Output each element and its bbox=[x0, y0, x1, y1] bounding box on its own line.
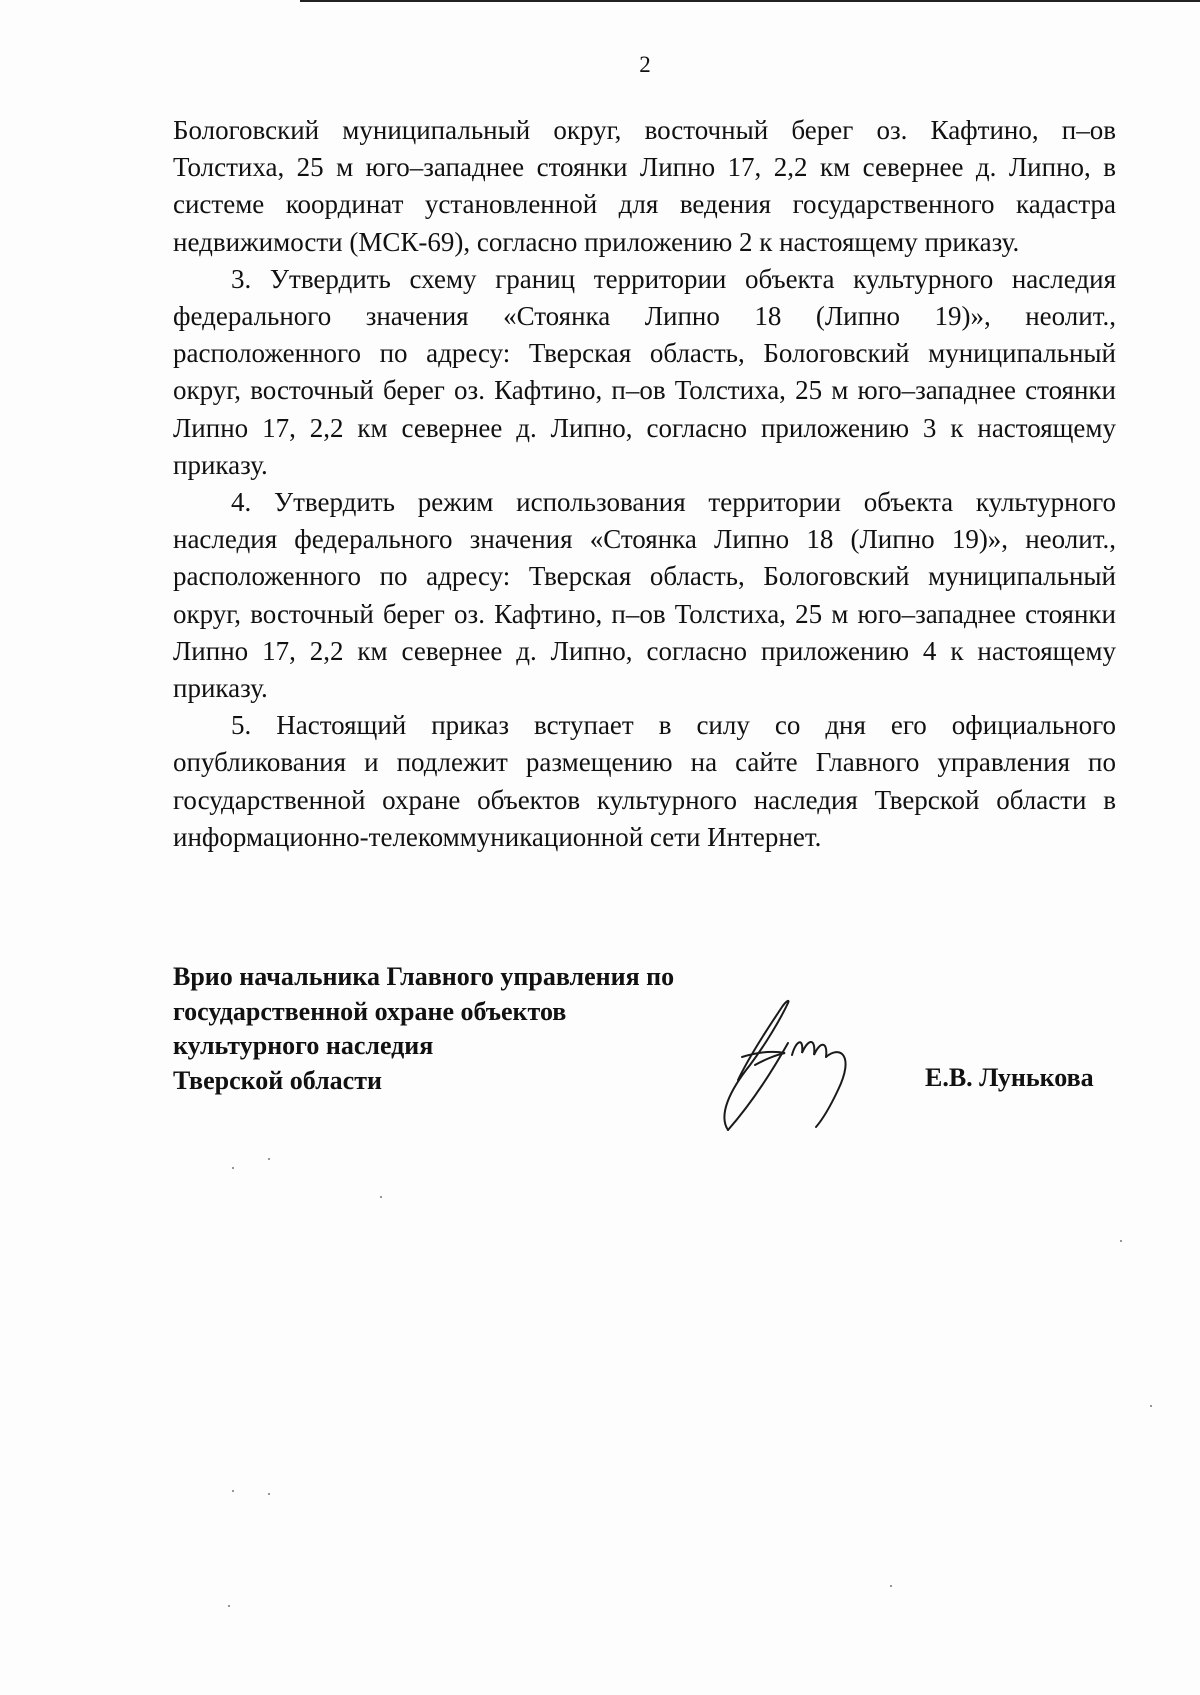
scan-speck bbox=[1150, 1405, 1152, 1407]
scan-speck bbox=[268, 1493, 270, 1495]
signatory-name: Е.В. Лунькова bbox=[925, 1063, 1094, 1092]
signatory-title-line: культурного наследия bbox=[173, 1031, 434, 1060]
document-body bbox=[173, 112, 1116, 856]
paragraph-item-3: 3. Утвердить схему границ территории объекта культурного наследия федерального значения «Стоянка Липно 18 (Липно 19)», неолит., расположенного по адресу: Тверская область, Бологовский муниципальный округ, восточный берег оз. Кафтино, п–ов Толстиха, 25 м юго–западнее стоянки Липно 17, 2,2 км севернее д. Липно, согласно приложению 3 к настоящему приказу. bbox=[173, 263, 1116, 480]
scan-speck bbox=[380, 1196, 382, 1198]
page-number: 2 bbox=[639, 52, 651, 77]
scan-edge-line bbox=[300, 0, 1200, 2]
paragraph-item-5: 5. Настоящий приказ вступает в силу со дня его официального опубликования и подлежит размещению на сайте Главного управления по государственной охране объектов культурного наследия Тверской области в информационно-телекоммуникационной сети Интернет. bbox=[173, 710, 1116, 852]
scan-speck bbox=[890, 1585, 892, 1587]
scan-speck bbox=[1120, 1240, 1122, 1242]
signatory-title bbox=[173, 960, 674, 1098]
scan-speck bbox=[268, 1158, 270, 1160]
signatory-title-line: государственной охране объектов bbox=[173, 996, 567, 1026]
scan-speck bbox=[232, 1167, 234, 1169]
scan-speck bbox=[228, 1605, 230, 1607]
scan-speck bbox=[232, 1490, 234, 1492]
paragraph-continuation: Бологовский муниципальный округ, восточный берег оз. Кафтино, п–ов Толстиха, 25 м юго–западнее стоянки Липно 17, 2,2 км севернее д. Липно, в системе координат установленной для ведения государственного кадастра недвижимости (МСК-69), согласно приложению 2 к настоящему приказу. bbox=[173, 115, 1116, 257]
signatory-title-line: Врио начальника Главного управления по bbox=[173, 962, 675, 991]
handwritten-signature bbox=[710, 995, 910, 1135]
signatory-title-line: Тверской области bbox=[173, 1065, 382, 1095]
paragraph-item-4: 4. Утвердить режим использования территории объекта культурного наследия федерального значения «Стоянка Липно 18 (Липно 19)», неолит., расположенного по адресу: Тверская область, Бологовский муниципальный округ, восточный берег оз. Кафтино, п–ов Толстиха, 25 м юго–западнее стоянки Липно 17, 2,2 км севернее д. Липно, согласно приложению 4 к настоящему приказу. bbox=[173, 487, 1116, 704]
